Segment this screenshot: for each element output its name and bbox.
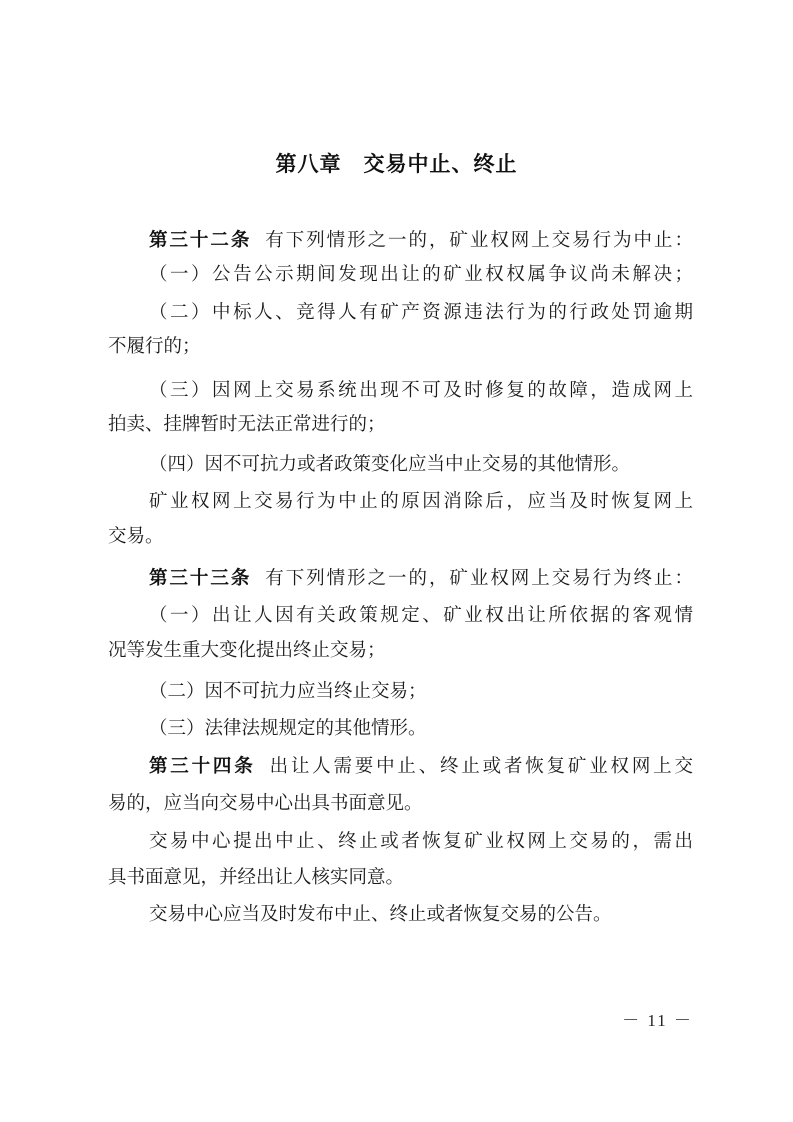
article-33-label: 第三十三条 — [149, 568, 252, 589]
chapter-name: 交易中止、终止 — [363, 152, 518, 176]
article-34-intro: 出让人需要中止、终止或者恢复矿业权网上交 — [269, 756, 693, 777]
article-32-item-4: （四）因不可抗力或者政策变化应当中止交易的其他情形。 — [149, 454, 631, 475]
chapter-number: 第八章 — [275, 152, 342, 176]
article-33-item-1-line-1: （一）出让人因有关政策规定、矿业权出让所依据的客观情 — [149, 605, 693, 626]
article-32-item-3-line-1: （三）因网上交易系统出现不可及时修复的故障，造成网上 — [149, 380, 693, 401]
article-33-heading — [149, 566, 693, 592]
article-34-paragraph-1-line-1: 交易中心提出中止、终止或者恢复矿业权网上交易的，需出 — [149, 831, 693, 852]
article-32-paragraph-line-2: 交易。 — [108, 526, 164, 547]
article-34-heading — [149, 754, 693, 780]
article-34-label: 第三十四条 — [149, 756, 256, 777]
article-32-paragraph-line-1: 矿业权网上交易行为中止的原因消除后，应当及时恢复网上 — [149, 491, 693, 512]
article-32-item-3-line-2: 拍卖、挂牌暂时无法正常进行的； — [108, 414, 386, 435]
article-33-item-1-line-2: 况等发生重大变化提出终止交易； — [108, 640, 386, 661]
article-32-heading — [149, 228, 693, 254]
article-32-intro: 有下列情形之一的，矿业权网上交易行为中止： — [265, 230, 693, 251]
article-34-intro-line-2: 易的，应当向交易中心出具书面意见。 — [108, 793, 423, 814]
article-34-paragraph-1-line-2: 具书面意见，并经出让人核实同意。 — [108, 867, 405, 888]
article-32-item-1: （一）公告公示期间发现出让的矿业权权属争议尚未解决； — [149, 264, 693, 285]
article-34-paragraph-2: 交易中心应当及时发布中止、终止或者恢复交易的公告。 — [149, 904, 612, 925]
article-33-intro: 有下列情形之一的，矿业权网上交易行为终止： — [265, 568, 693, 589]
article-33-item-3: （三）法律法规规定的其他情形。 — [149, 718, 427, 739]
article-32-label: 第三十二条 — [149, 230, 252, 251]
article-32-item-2-line-1: （二）中标人、竞得人有矿产资源违法行为的行政处罚逾期 — [149, 302, 693, 323]
article-32-item-2-line-2: 不履行的； — [108, 336, 201, 357]
article-33-item-2: （二）因不可抗力应当终止交易； — [149, 681, 427, 702]
chapter-title — [0, 148, 793, 178]
page-number: － 11 － — [622, 1011, 693, 1030]
